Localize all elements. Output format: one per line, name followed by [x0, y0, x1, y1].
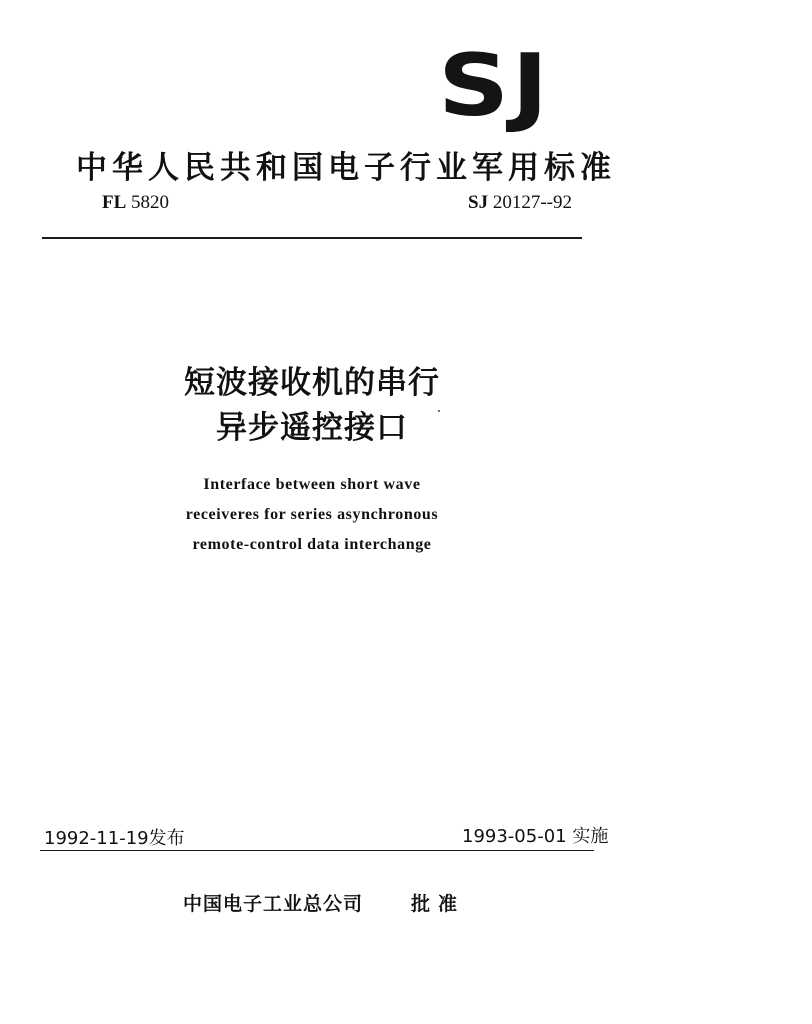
english-title-line-3: remote-control data interchange: [192, 536, 432, 553]
issue-date: 1992-11-19发布: [44, 828, 185, 849]
fl-classification-code: [102, 192, 169, 214]
header-divider: [42, 237, 582, 239]
english-title-line-2: receiveres for series asynchronous: [185, 506, 439, 523]
standard-number: [468, 192, 572, 214]
fl-number: 5820: [131, 192, 170, 213]
fl-prefix: FL: [102, 192, 127, 213]
chinese-title-line-1: 短波接收机的串行: [184, 365, 440, 401]
footer-divider: [40, 850, 594, 851]
sj-logo: SJ: [438, 36, 551, 136]
approval-label: 批准: [411, 893, 466, 915]
approving-authority: 中国电子工业总公司: [183, 893, 364, 915]
scan-speck: [438, 410, 440, 412]
effective-date: 1993-05-01 实施: [462, 826, 609, 847]
chinese-title-line-2: 异步遥控接口: [216, 410, 408, 446]
sj-prefix: SJ: [468, 192, 489, 213]
sj-number: 20127--92: [492, 192, 572, 213]
standard-category-title: 中华人民共和国电子行业军用标准: [76, 150, 616, 186]
english-title-line-1: Interface between short wave: [203, 476, 421, 493]
